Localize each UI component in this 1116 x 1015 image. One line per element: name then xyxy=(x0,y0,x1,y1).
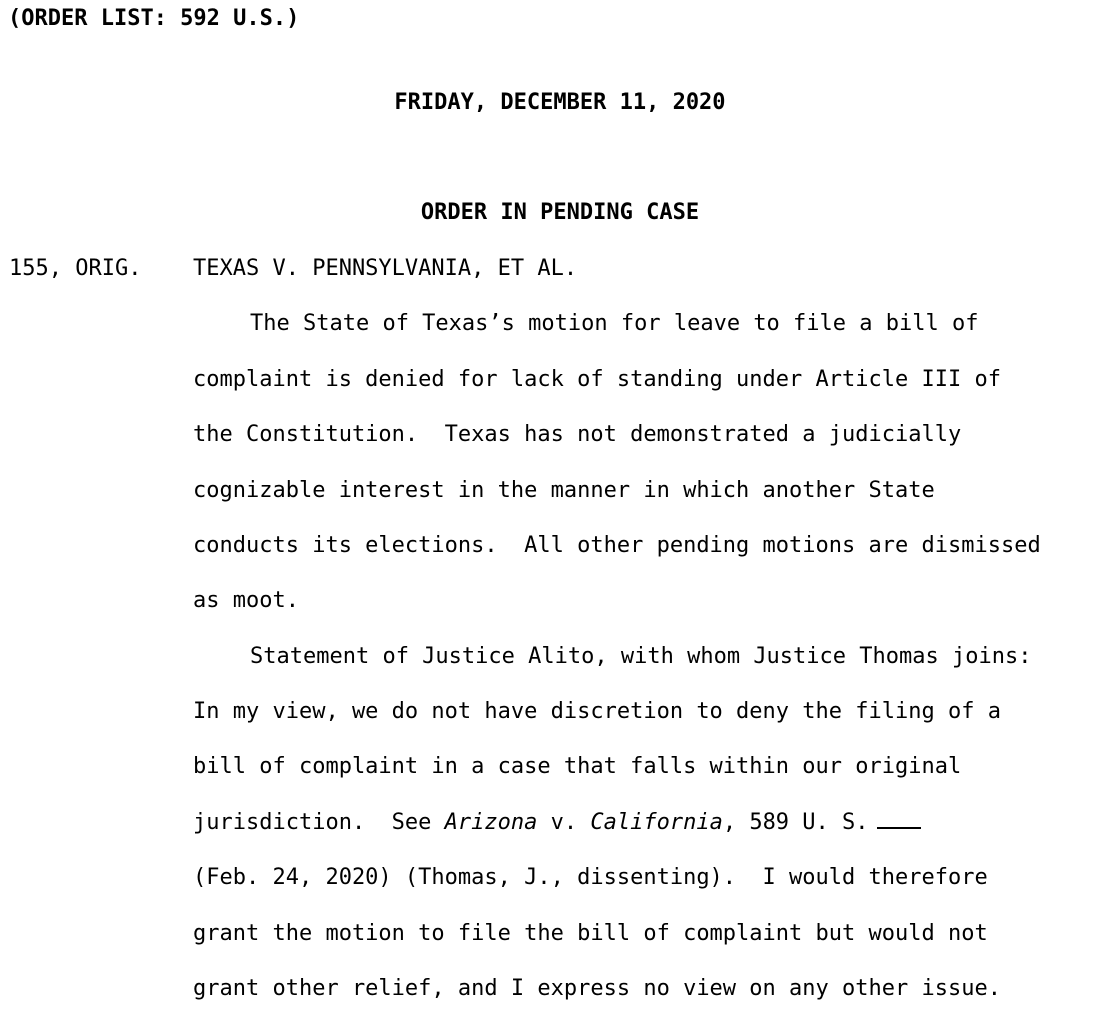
statement-line-5: (Feb. 24, 2020) (Thomas, J., dissenting). I would therefore xyxy=(193,865,988,890)
statement-line-4 xyxy=(193,808,921,838)
statement-line-2: In my view, we do not have discretion to deny the filing of a xyxy=(193,699,1001,724)
case-citation-arizona: Arizona xyxy=(444,810,538,835)
order-list-header: (ORDER LIST: 592 U.S.) xyxy=(8,6,300,31)
statement-line-4-prefix: jurisdiction. See xyxy=(193,810,445,835)
reporter-citation: , 589 U. S. xyxy=(722,810,869,835)
case-number: 155, ORIG. xyxy=(9,256,142,281)
order-line-1: The State of Texas’s motion for leave to file a bill of xyxy=(250,311,979,336)
versus-text: v. xyxy=(537,810,591,835)
order-line-3: the Constitution. Texas has not demonstrated a judicially xyxy=(193,422,962,447)
order-line-5: conducts its elections. All other pending motions are dismissed xyxy=(193,533,1041,558)
section-heading: ORDER IN PENDING CASE xyxy=(420,200,700,225)
statement-line-3: bill of complaint in a case that falls within our original xyxy=(193,754,962,779)
date-heading: FRIDAY, DECEMBER 11, 2020 xyxy=(394,90,726,115)
statement-line-6: grant the motion to file the bill of complaint but would not xyxy=(193,921,988,946)
order-line-6: as moot. xyxy=(193,588,299,613)
page-number-blank xyxy=(877,809,921,829)
statement-line-1: Statement of Justice Alito, with whom Justice Thomas joins: xyxy=(250,644,1032,669)
order-line-4: cognizable interest in the manner in which another State xyxy=(193,478,935,503)
case-title: TEXAS V. PENNSYLVANIA, ET AL. xyxy=(193,256,578,281)
case-citation-california: California xyxy=(590,810,723,835)
statement-line-7: grant other relief, and I express no view on any other issue. xyxy=(193,976,1001,1001)
order-line-2: complaint is denied for lack of standing under Article III of xyxy=(193,367,1001,392)
